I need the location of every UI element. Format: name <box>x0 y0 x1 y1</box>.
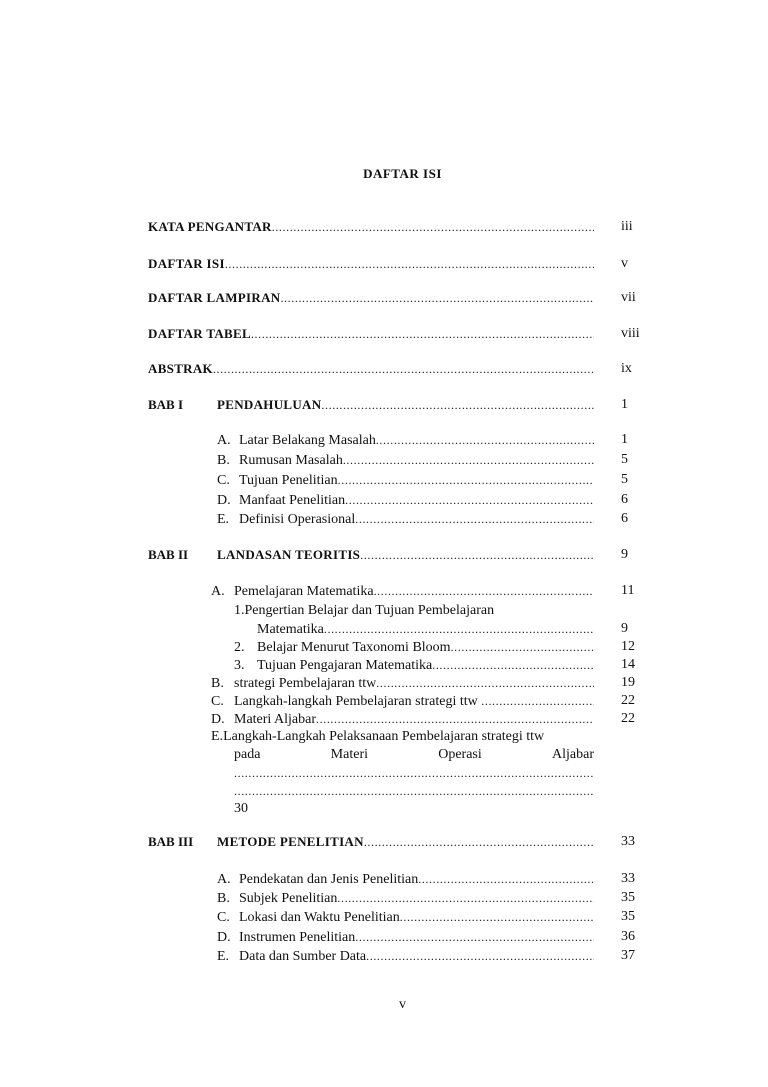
toc-entry-page: ix <box>621 361 632 376</box>
toc-subentry-label: Langkah-Langkah Pelaksanaan Pembelajaran strategi ttw <box>223 729 545 744</box>
toc-entry-page: 35 <box>621 909 635 924</box>
toc-subentry-label: Subjek Penelitian <box>239 891 338 906</box>
list-marker: A. <box>217 433 231 448</box>
leader-dots <box>234 764 594 782</box>
toc-entry-page: 35 <box>621 890 635 905</box>
toc-entry-page: 6 <box>621 511 628 526</box>
toc-subentry[interactable] <box>217 870 594 888</box>
chapter-title: PENDAHULUAN <box>217 397 322 412</box>
toc-entry-page: 9 <box>621 621 628 636</box>
list-marker: 1. <box>234 603 245 618</box>
toc-subentry-label: Belajar Menurut Taxonomi Bloom <box>257 640 451 655</box>
chapter-heading-bab-3[interactable] <box>217 833 594 851</box>
toc-entry-page: 11 <box>621 583 635 598</box>
toc-entry-label: DAFTAR LAMPIRAN <box>148 290 281 305</box>
leader-dots <box>364 833 594 851</box>
leader-dots <box>213 360 594 378</box>
list-marker: C. <box>217 910 230 925</box>
chapter-heading-bab-2[interactable] <box>217 546 594 564</box>
leader-dots <box>355 510 594 528</box>
toc-entry-label: ABSTRAK <box>148 361 213 376</box>
leader-dots <box>481 692 594 710</box>
leader-dots <box>251 325 594 343</box>
toc-subentry[interactable] <box>217 928 594 946</box>
leader-dots <box>316 710 594 728</box>
leader-line <box>234 782 594 800</box>
toc-subentry[interactable] <box>217 510 594 528</box>
toc-entry-daftar-lampiran[interactable] <box>148 289 594 307</box>
chapter-number: BAB II <box>148 547 189 562</box>
toc-subentry-label: Definisi Operasional <box>239 512 356 527</box>
chapter-title: LANDASAN TEORITIS <box>217 547 361 562</box>
leader-dots <box>324 620 594 638</box>
list-marker: 3. <box>234 658 245 673</box>
leader-dots <box>418 870 594 888</box>
list-marker: C. <box>217 473 230 488</box>
leader-dots <box>355 928 594 946</box>
toc-entry-page: 19 <box>621 675 635 690</box>
list-marker: D. <box>217 930 231 945</box>
list-marker: D. <box>217 493 231 508</box>
toc-subentry[interactable] <box>211 710 594 728</box>
toc-subentry[interactable] <box>217 908 594 926</box>
leader-dots <box>432 656 594 674</box>
toc-subsubentry[interactable] <box>234 638 594 656</box>
toc-entry-daftar-isi[interactable] <box>148 255 594 273</box>
leader-dots <box>376 674 594 692</box>
list-marker: E. <box>211 729 224 744</box>
toc-subentry-label: Materi Aljabar <box>234 712 317 727</box>
toc-subentry-label: Tujuan Pengajaran Matematika <box>257 658 433 673</box>
list-marker: E. <box>217 949 230 964</box>
toc-entry-page: 12 <box>621 639 635 654</box>
toc-subsubentry[interactable] <box>234 656 594 674</box>
chapter-title: METODE PENELITIAN <box>217 834 364 849</box>
leader-dots <box>234 782 594 800</box>
toc-entry-page: 30 <box>234 801 248 816</box>
toc-entry-page: iii <box>621 219 633 234</box>
toc-subentry[interactable] <box>211 728 544 746</box>
toc-subentry-label: Pendekatan dan Jenis Penelitian <box>239 872 419 887</box>
toc-entry-page: vii <box>621 290 636 305</box>
toc-entry-page: 37 <box>621 948 635 963</box>
leader-dots <box>321 396 594 414</box>
leader-line <box>234 764 594 782</box>
leader-dots <box>376 431 594 449</box>
list-marker: B. <box>217 453 230 468</box>
chapter-heading-bab-1[interactable] <box>217 396 594 414</box>
toc-entry-page: 33 <box>621 871 635 886</box>
toc-subentry[interactable] <box>217 947 594 965</box>
list-marker: A. <box>211 584 225 599</box>
toc-subsubentry-continuation[interactable] <box>257 620 594 638</box>
list-marker: D. <box>211 712 225 727</box>
list-marker: E. <box>217 512 230 527</box>
label-word: Operasi <box>438 747 482 762</box>
toc-subentry[interactable] <box>217 491 594 509</box>
leader-dots <box>280 289 594 307</box>
toc-entry-page: 9 <box>621 547 628 562</box>
list-marker: B. <box>211 676 224 691</box>
toc-subentry-label: Langkah-langkah Pembelajaran strategi ttw <box>234 694 482 709</box>
leader-dots <box>366 947 594 965</box>
footer-page-number: v <box>399 997 406 1012</box>
toc-subentry[interactable] <box>211 582 594 600</box>
toc-entry-page: 22 <box>621 693 635 708</box>
leader-dots <box>337 889 594 907</box>
list-marker: A. <box>217 872 231 887</box>
leader-dots <box>451 638 594 656</box>
list-marker: 2. <box>234 640 245 655</box>
toc-entry-page: 1 <box>621 432 628 447</box>
toc-entry-daftar-tabel[interactable] <box>148 325 594 343</box>
chapter-number: BAB III <box>148 834 194 849</box>
toc-subentry-continuation <box>234 746 594 764</box>
list-marker: C. <box>211 694 224 709</box>
toc-subsubentry[interactable] <box>234 602 494 620</box>
list-marker: B. <box>217 891 230 906</box>
toc-subentry-label: Matematika <box>257 622 324 637</box>
toc-entry-label: KATA PENGANTAR <box>148 219 272 234</box>
leader-dots <box>343 451 594 469</box>
toc-entry-page: 1 <box>621 397 628 412</box>
toc-subentry-label: Tujuan Penelitian <box>239 473 338 488</box>
toc-subentry[interactable] <box>217 471 594 489</box>
leader-dots <box>374 582 594 600</box>
chapter-number: BAB I <box>148 397 184 412</box>
toc-subentry-label: Data dan Sumber Data <box>239 949 367 964</box>
leader-dots <box>272 218 594 236</box>
toc-entry-page: 14 <box>621 657 635 672</box>
toc-entry-page: 33 <box>621 834 635 849</box>
toc-subentry[interactable] <box>217 451 594 469</box>
toc-subentry[interactable] <box>211 674 594 692</box>
toc-entry-page: 5 <box>621 472 628 487</box>
label-word: Aljabar <box>552 747 594 762</box>
toc-subentry[interactable] <box>217 431 594 449</box>
toc-subentry[interactable] <box>217 889 594 907</box>
leader-dots <box>338 471 594 489</box>
toc-subentry-label: strategi Pembelajaran ttw <box>234 676 377 691</box>
toc-entry-label: DAFTAR ISI <box>148 256 225 271</box>
leader-dots <box>360 546 594 564</box>
toc-subentry[interactable] <box>211 692 594 710</box>
toc-entry-page: 36 <box>621 929 635 944</box>
toc-entry-page: v <box>621 256 628 271</box>
toc-entry-kata-pengantar[interactable] <box>148 218 594 236</box>
toc-entry-page: 22 <box>621 711 635 726</box>
toc-entry-page: 5 <box>621 452 628 467</box>
toc-subentry-label: Pengertian Belajar dan Tujuan Pembelajaran <box>244 603 495 618</box>
page-title: DAFTAR ISI <box>363 166 442 181</box>
toc-entry-page: viii <box>621 326 640 341</box>
leader-dots <box>345 491 594 509</box>
toc-subentry-label: Instrumen Penelitian <box>239 930 356 945</box>
label-word: pada <box>234 747 261 762</box>
toc-subentry-label: Manfaat Penelitian <box>239 493 346 508</box>
label-word: Materi <box>330 747 368 762</box>
leader-dots <box>225 255 594 273</box>
toc-subentry-label: Latar Belakang Masalah <box>239 433 376 448</box>
toc-entry-label: DAFTAR TABEL <box>148 326 251 341</box>
leader-dots <box>400 908 594 926</box>
toc-subentry-label: Lokasi dan Waktu Penelitian <box>239 910 400 925</box>
toc-entry-abstrak[interactable] <box>148 360 594 378</box>
toc-subentry-label: Pemelajaran Matematika <box>234 584 374 599</box>
toc-subentry-label: Rumusan Masalah <box>239 453 343 468</box>
toc-entry-page: 6 <box>621 492 628 507</box>
